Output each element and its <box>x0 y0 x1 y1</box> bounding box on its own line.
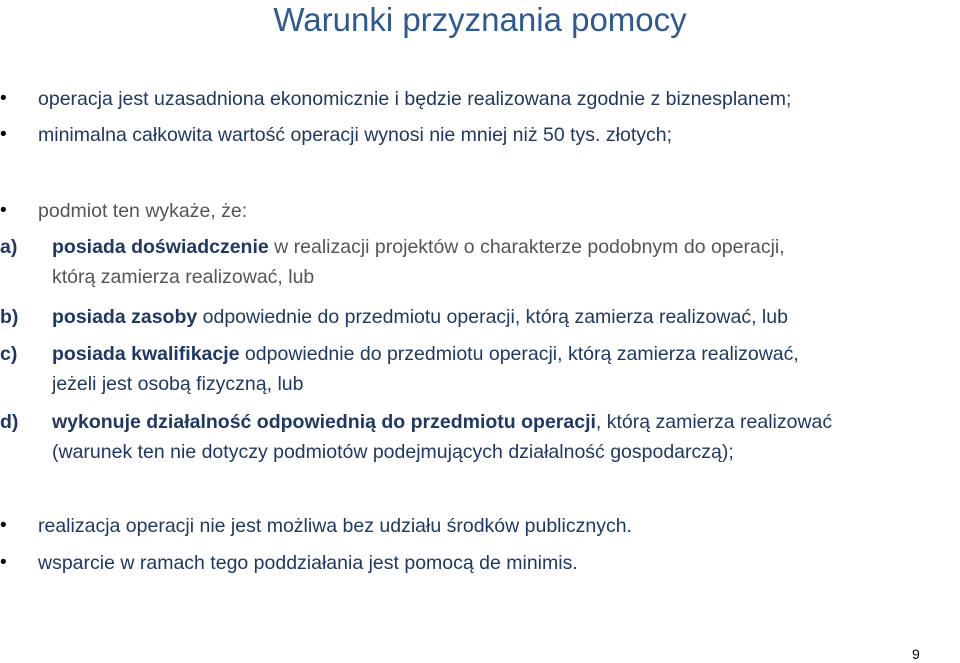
item-c-bold: posiada kwalifikacje <box>52 343 240 365</box>
bullet-icon: • <box>0 124 7 145</box>
item-marker-b: b) <box>0 306 19 328</box>
bullet-text-3: podmiot ten wykaże, że: <box>38 200 248 222</box>
item-c-line1 <box>52 341 799 367</box>
item-d-line2: (warunek ten nie dotyczy podmiotów podejmujących działalność gospodarczą); <box>52 441 734 463</box>
bullet-text-5: wsparcie w ramach tego poddziałania jest pomocą de minimis. <box>38 552 578 574</box>
item-a-line1 <box>52 234 785 260</box>
bullet-icon: • <box>0 552 7 573</box>
item-b-line1 <box>52 304 788 330</box>
item-d-line1 <box>52 409 832 435</box>
item-b-bold: posiada zasoby <box>52 306 198 328</box>
item-b-rest: odpowiednie do przedmiotu operacji, którą zamierza realizować, lub <box>197 306 788 328</box>
bullet-icon: • <box>0 515 7 536</box>
bullet-icon: • <box>0 200 7 221</box>
item-a-bold: posiada doświadczenie <box>52 236 269 258</box>
item-c-line2: jeżeli jest osobą fizyczną, lub <box>52 373 304 395</box>
item-d-bold: wykonuje działalność odpowiednią do przedmiotu operacji <box>52 411 596 433</box>
bullet-text-2: minimalna całkowita wartość operacji wynosi nie mniej niż 50 tys. złotych; <box>38 124 672 146</box>
bullet-icon: • <box>0 88 7 109</box>
page-number: 9 <box>912 646 920 662</box>
bullet-text-4: realizacja operacji nie jest możliwa bez udziału środków publicznych. <box>38 515 632 537</box>
item-c-rest: odpowiednie do przedmiotu operacji, którą zamierza realizować, <box>239 343 799 365</box>
slide-title: Warunki przyznania pomocy <box>273 1 687 38</box>
item-a-rest: w realizacji projektów o charakterze podobnym do operacji, <box>268 236 785 258</box>
item-d-rest: , którą zamierza realizować <box>595 411 833 433</box>
bullet-text-1: operacja jest uzasadniona ekonomicznie i będzie realizowana zgodnie z biznesplanem; <box>38 88 792 110</box>
item-marker-d: d) <box>0 411 19 433</box>
item-marker-c: c) <box>0 343 18 365</box>
item-marker-a: a) <box>0 236 18 258</box>
item-a-line2: którą zamierza realizować, lub <box>52 266 315 288</box>
